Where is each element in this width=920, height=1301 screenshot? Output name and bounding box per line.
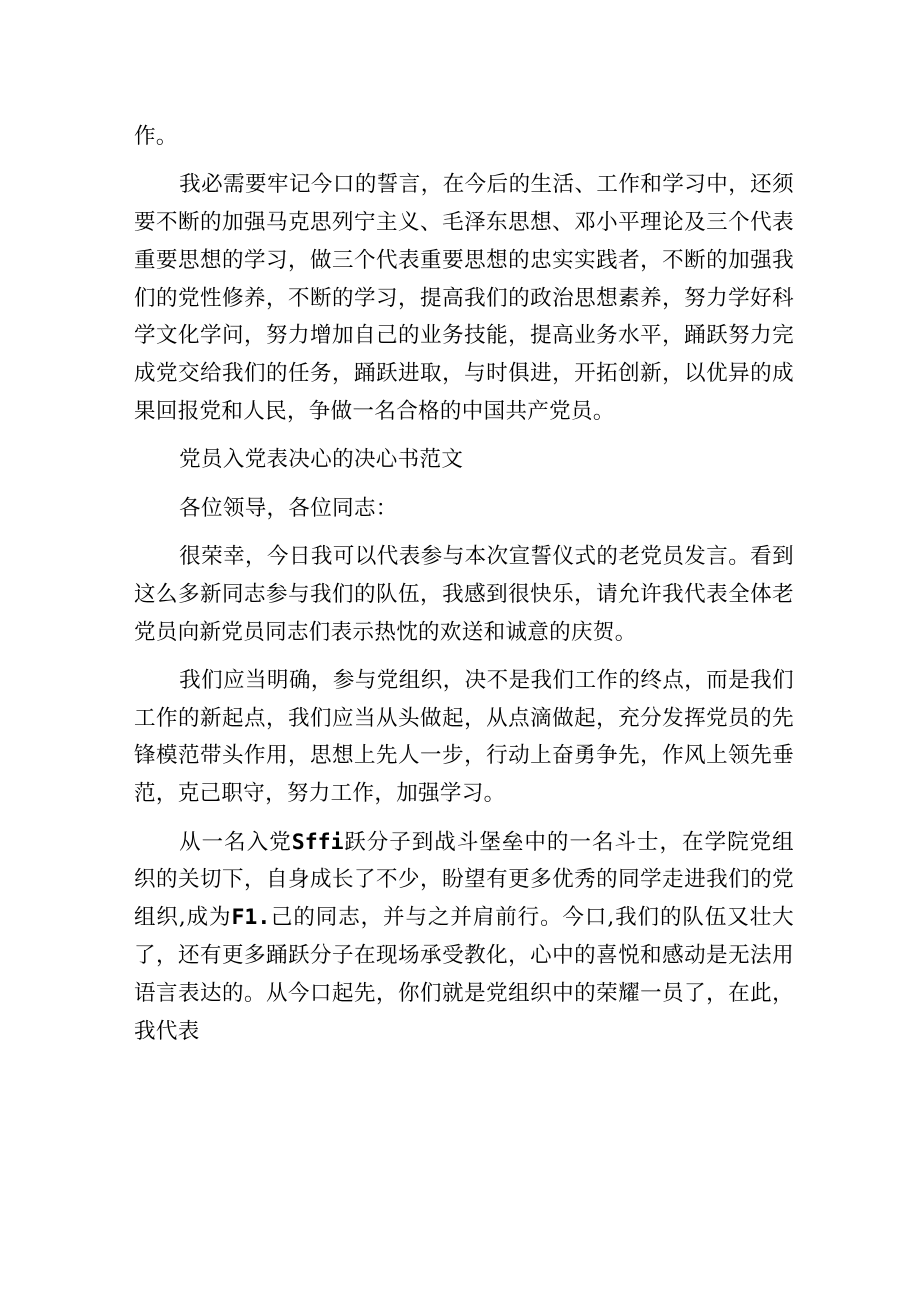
paragraph-continuation: 作。: [134, 124, 178, 149]
document-title: 党员入党表决心的决心书范文: [179, 447, 464, 473]
text-run: 从一名入党: [179, 829, 292, 855]
greeting: 各位领导，各位同志：: [179, 495, 398, 521]
garbled-text-run: Sffi: [291, 829, 344, 855]
text-run: 己的同志，并与之并肩前行。今口,我们的队伍又壮大了，还有更多踊跃分子在现场承受教化，心中的喜悦和感动是无法用语言表达的。从今口起先，你们就是党组织中的荣耀一员了，在此，我代表: [134, 905, 794, 1044]
paragraph-duty: 我们应当明确，参与党组织，决不是我们工作的终点，而是我们工作的新起点，我们应当从头做起，从点滴做起，充分发挥党员的先锋模范带头作用，思想上先人一步，行动上奋勇争先，作风上领先垂范，克己职守，努力工作，加强学习。: [134, 667, 794, 807]
paragraph-welcome: 很荣幸，今日我可以代表参与本次宣誓仪式的老党员发言。看到这么多新同志参与我们的队伍，我感到很快乐，请允许我代表全体老党员向新党员同志们表示热忱的欢送和诚意的庆贺。: [134, 543, 794, 645]
paragraph-growth: [134, 824, 794, 1051]
text-run: 跃分子到战斗堡垒中的一名斗士，在学院党组织的关切下，自身成长了不少，盼望有更多优秀的同学走进我们的党组织,成为: [134, 829, 794, 931]
document-body: [134, 118, 794, 1061]
garbled-text-run: F1.: [231, 905, 271, 931]
paragraph-pledge: 我必需要牢记今口的誓言，在今后的生活、工作和学习中，还须要不断的加强马克思列宁主义、毛泽东思想、邓小平理论及三个代表重要思想的学习，做三个代表重要思想的忠实实践者，不断的加强我们的党性修养，不断的学习，提高我们的政治思想素养，努力学好科学文化学问，努力增加自己的业务技能，提高业务水平，踊跃努力完成党交给我们的任务，踊跃进取，与时俱进，开拓创新，以优异的成果回报党和人民，争做一名合格的中国共产党员。: [134, 172, 794, 425]
